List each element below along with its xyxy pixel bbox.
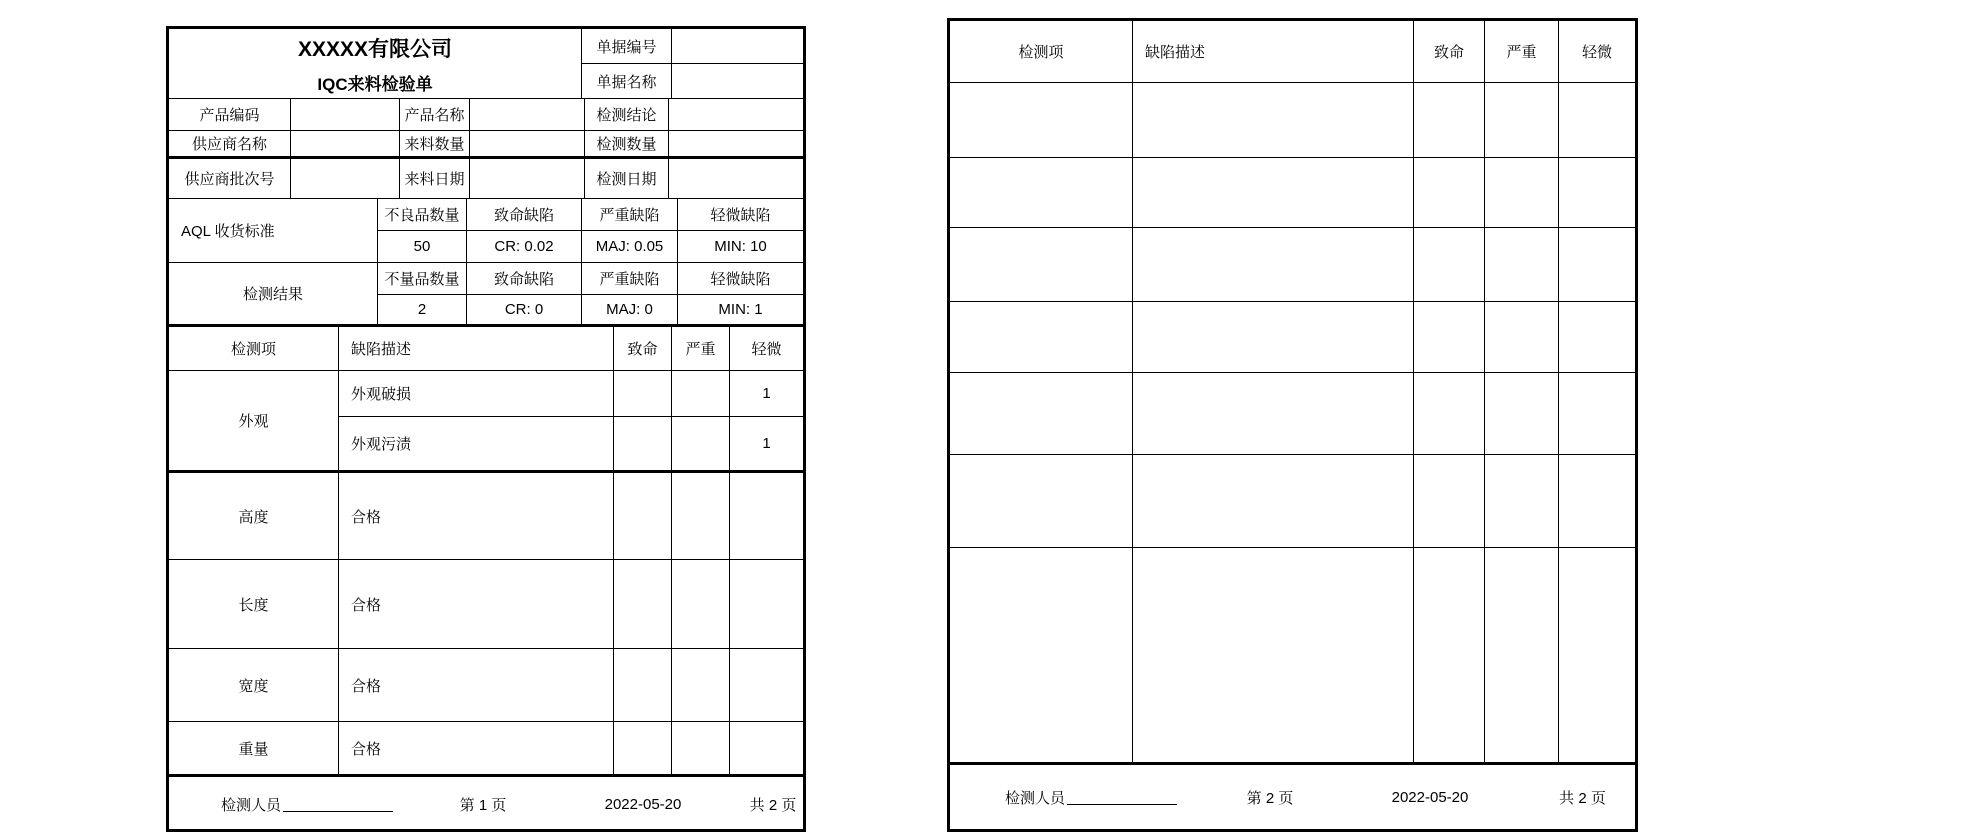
- doc-no-label: 单据编号: [582, 29, 672, 63]
- critical-count[interactable]: [1414, 455, 1485, 547]
- result-band: [169, 263, 803, 327]
- aql-defect-qty-label: 不良品数量: [378, 199, 467, 230]
- item-desc: 合格: [339, 649, 614, 721]
- items-header-item: 检测项: [950, 21, 1133, 82]
- empty-item-row: [950, 373, 1635, 455]
- item-desc-cell[interactable]: [1133, 302, 1414, 372]
- footer-date: 2022-05-20: [604, 796, 682, 813]
- result-defect-qty-label: 不量品数量: [378, 263, 467, 294]
- minor-count[interactable]: [1559, 158, 1635, 227]
- major-count[interactable]: [1485, 228, 1559, 301]
- inspect-result-value[interactable]: [669, 99, 803, 130]
- major-count[interactable]: [1485, 83, 1559, 157]
- supplier-name-label: 供应商名称: [169, 131, 291, 156]
- major-count[interactable]: [1485, 302, 1559, 372]
- empty-item-row: [950, 548, 1635, 765]
- item-row-appearance: [169, 371, 803, 473]
- defect-desc: 外观破损: [339, 371, 614, 416]
- critical-count[interactable]: [614, 417, 672, 470]
- minor-count[interactable]: [1559, 455, 1635, 547]
- major-count[interactable]: [672, 473, 730, 559]
- inspect-qty-label: 检测数量: [585, 131, 669, 156]
- minor-count[interactable]: [730, 473, 803, 559]
- critical-count[interactable]: [614, 722, 672, 774]
- critical-count[interactable]: [614, 473, 672, 559]
- critical-count[interactable]: [614, 649, 672, 721]
- critical-count[interactable]: [1414, 302, 1485, 372]
- minor-count[interactable]: [1559, 548, 1635, 762]
- inspector-signature-line[interactable]: [1067, 790, 1177, 805]
- item-name-appearance: 外观: [169, 371, 339, 470]
- minor-count[interactable]: [1559, 228, 1635, 301]
- doc-name-value[interactable]: [672, 64, 803, 98]
- item-desc-cell[interactable]: [1133, 228, 1414, 301]
- result-title: 检测结果: [169, 263, 378, 324]
- result-major-label: 严重缺陷: [582, 263, 678, 294]
- critical-count[interactable]: [1414, 548, 1485, 762]
- page1-header-band: [169, 29, 803, 99]
- minor-count: 1: [762, 385, 771, 402]
- critical-count[interactable]: [614, 560, 672, 648]
- supplier-row: [169, 131, 803, 159]
- empty-item-row: [950, 455, 1635, 548]
- product-code-value[interactable]: [291, 99, 400, 130]
- company-name: XXXXX有限公司: [297, 37, 453, 61]
- result-critical-value: CR: 0: [467, 295, 582, 324]
- incoming-date-value[interactable]: [470, 159, 585, 198]
- minor-count: 1: [762, 435, 771, 452]
- items-header-major: 严重: [672, 327, 730, 370]
- result-major-value: MAJ: 0: [582, 295, 678, 324]
- minor-count[interactable]: [730, 722, 803, 774]
- empty-item-row: [950, 228, 1635, 302]
- aql-grid: [378, 199, 803, 262]
- inspect-result-label: 检测结论: [585, 99, 669, 130]
- critical-count[interactable]: [1414, 83, 1485, 157]
- item-name-cell[interactable]: [950, 548, 1133, 762]
- item-name: 长度: [169, 560, 339, 648]
- critical-count[interactable]: [614, 371, 672, 416]
- defect-desc: 外观污渍: [339, 417, 614, 470]
- page-number: 第 2 页: [1246, 789, 1294, 807]
- doc-no-value[interactable]: [672, 29, 803, 63]
- supplier-batch-value[interactable]: [291, 159, 400, 198]
- minor-count[interactable]: [1559, 83, 1635, 157]
- footer-date: 2022-05-20: [1391, 788, 1469, 806]
- page2-footer: [950, 765, 1635, 829]
- page-number: 第 1 页: [459, 797, 507, 814]
- inspector-signature-line[interactable]: [283, 797, 393, 812]
- total-pages: 共 2 页: [749, 797, 797, 814]
- inspector-signature: [950, 787, 1210, 808]
- aql-band: [169, 199, 803, 263]
- major-count[interactable]: [1485, 158, 1559, 227]
- aql-title: AQL 收货标准: [169, 199, 378, 262]
- items-header-minor: 轻微: [751, 341, 782, 358]
- item-desc: 合格: [339, 722, 614, 774]
- major-count[interactable]: [1485, 455, 1559, 547]
- items-header-critical: 致命: [1414, 21, 1485, 82]
- product-name-label: 产品名称: [400, 99, 470, 130]
- items-header-minor: 轻微: [1581, 44, 1612, 61]
- appearance-subrows: [339, 371, 803, 470]
- minor-count[interactable]: [730, 649, 803, 721]
- major-count[interactable]: [672, 560, 730, 648]
- item-row-weight: [169, 722, 803, 777]
- item-desc-cell[interactable]: [1133, 455, 1414, 547]
- items-header-major: 严重: [1485, 21, 1559, 82]
- item-name-cell[interactable]: [950, 158, 1133, 227]
- aql-minor-label: 轻微缺陷: [710, 207, 771, 224]
- items-header-item: 检测项: [169, 327, 339, 370]
- major-count[interactable]: [672, 649, 730, 721]
- inspect-date-label: 检测日期: [585, 159, 669, 198]
- page2-sheet: [947, 18, 1638, 832]
- doc-name-label: 单据名称: [582, 64, 672, 98]
- major-count[interactable]: [1485, 548, 1559, 762]
- inspector-label: 检测人员: [220, 797, 281, 814]
- item-name: 高度: [169, 473, 339, 559]
- item-desc-cell[interactable]: [1133, 158, 1414, 227]
- inspector-label: 检测人员: [1004, 789, 1065, 807]
- result-minor-value: MIN: 1: [718, 301, 763, 318]
- item-row-width: [169, 649, 803, 722]
- items-header-desc: 缺陷描述: [1133, 21, 1414, 82]
- page1-footer: [169, 777, 803, 832]
- minor-count[interactable]: [730, 560, 803, 648]
- result-critical-label: 致命缺陷: [467, 263, 582, 294]
- product-row: [169, 99, 803, 131]
- aql-major-label: 严重缺陷: [582, 199, 678, 230]
- item-desc-cell[interactable]: [1133, 83, 1414, 157]
- items-header-critical: 致命: [614, 327, 672, 370]
- empty-item-row: [950, 302, 1635, 373]
- major-count[interactable]: [672, 371, 730, 416]
- product-name-value[interactable]: [470, 99, 585, 130]
- incoming-qty-label: 来料数量: [400, 131, 470, 156]
- items-header-row: [169, 327, 803, 371]
- inspect-qty-value[interactable]: [669, 131, 803, 156]
- item-name: 宽度: [169, 649, 339, 721]
- major-count[interactable]: [672, 417, 730, 470]
- item-name-cell[interactable]: [950, 302, 1133, 372]
- incoming-qty-value[interactable]: [470, 131, 585, 156]
- aql-critical-value: CR: 0.02: [467, 231, 582, 262]
- page1-sheet: [166, 26, 806, 832]
- critical-count[interactable]: [1414, 228, 1485, 301]
- item-name: 重量: [169, 722, 339, 774]
- product-code-label: 产品编码: [169, 99, 291, 130]
- empty-item-row: [950, 83, 1635, 158]
- item-name-cell[interactable]: [950, 83, 1133, 157]
- item-name-cell[interactable]: [950, 455, 1133, 547]
- incoming-date-label: 来料日期: [400, 159, 470, 198]
- result-defect-qty-value: 2: [378, 295, 467, 324]
- inspector-signature: [169, 794, 423, 815]
- minor-count[interactable]: [1559, 302, 1635, 372]
- major-count[interactable]: [1485, 373, 1559, 454]
- result-minor-label: 轻微缺陷: [710, 271, 771, 288]
- doc-meta-block: [582, 29, 803, 98]
- item-name-cell[interactable]: [950, 228, 1133, 301]
- item-row-height: [169, 473, 803, 560]
- aql-critical-label: 致命缺陷: [467, 199, 582, 230]
- inspect-date-value[interactable]: [669, 159, 803, 198]
- result-grid: [378, 263, 803, 324]
- batch-row: [169, 159, 803, 199]
- supplier-name-value[interactable]: [291, 131, 400, 156]
- aql-defect-qty-value: 50: [378, 231, 467, 262]
- major-count[interactable]: [672, 722, 730, 774]
- aql-minor-value: MIN: 10: [714, 238, 767, 255]
- page2-header-row: [950, 21, 1635, 83]
- total-pages: 共 2 页: [1559, 789, 1606, 807]
- item-desc: 合格: [339, 473, 614, 559]
- item-desc-cell[interactable]: [1133, 548, 1414, 762]
- critical-count[interactable]: [1414, 373, 1485, 454]
- item-desc-cell[interactable]: [1133, 373, 1414, 454]
- item-name-cell[interactable]: [950, 373, 1133, 454]
- aql-major-value: MAJ: 0.05: [582, 231, 678, 262]
- minor-count[interactable]: [1559, 373, 1635, 454]
- supplier-batch-label: 供应商批次号: [169, 159, 291, 198]
- critical-count[interactable]: [1414, 158, 1485, 227]
- form-header: [169, 29, 582, 98]
- items-header-desc: 缺陷描述: [339, 327, 614, 370]
- item-desc: 合格: [339, 560, 614, 648]
- form-title: IQC来料检验单: [317, 74, 433, 94]
- empty-item-row: [950, 158, 1635, 228]
- item-row-length: [169, 560, 803, 649]
